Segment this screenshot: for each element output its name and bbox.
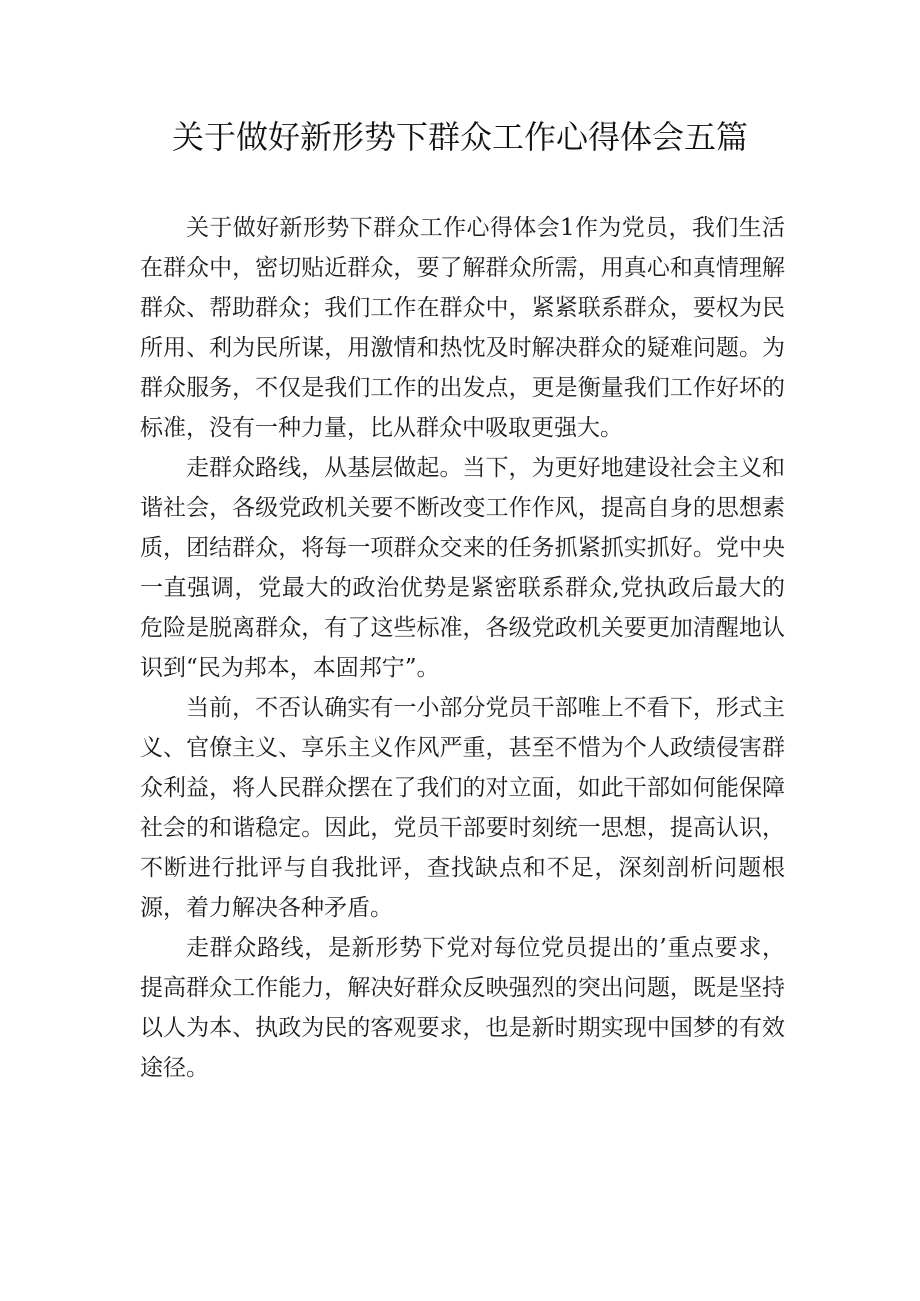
- body-paragraph-2: 走群众路线，从基层做起。当下，为更好地建设社会主义和谐社会，各级党政机关要不断改变工作作风，提高自身的思想素质，团结群众，将每一项群众交来的任务抓紧抓实抓好。党中央一直强调，党最大的政治优势是紧密联系群众,党执政后最大的危险是脱离群众，有了这些标准，各级党政机关要更加清醒地认识到“民为邦本，本固邦宁”。: [140, 455, 785, 681]
- body-paragraph-4: 走群众路线，是新形势下党对每位党员提出的’重点要求，提高群众工作能力，解决好群众反映强烈的突出问题，既是坚持以人为本、执政为民的客观要求，也是新时期实现中国梦的有效途径。: [140, 935, 785, 1081]
- document-title: 关于做好新形势下群众工作心得体会五篇: [171, 118, 748, 156]
- document-body: [140, 208, 785, 1088]
- body-paragraph-3: 当前，不否认确实有一小部分党员干部唯上不看下，形式主义、官僚主义、享乐主义作风严重，甚至不惜为个人政绩侵害群众利益，将人民群众摆在了我们的对立面，如此干部如何能保障社会的和谐稳定。因此，党员干部要时刻统一思想，提高认识，不断进行批评与自我批评，查找缺点和不足，深刻剖析问题根源，着力解决各种矛盾。: [140, 695, 785, 921]
- body-paragraph-1: 关于做好新形势下群众工作心得体会1作为党员，我们生活在群众中，密切贴近群众，要了解群众所需，用真心和真情理解群众、帮助群众；我们工作在群众中，紧紧联系群众，要权为民所用、利为民所谋，用激情和热忱及时解决群众的疑难问题。为群众服务，不仅是我们工作的出发点，更是衡量我们工作好坏的标准，没有一种力量，比从群众中吸取更强大。: [140, 215, 785, 441]
